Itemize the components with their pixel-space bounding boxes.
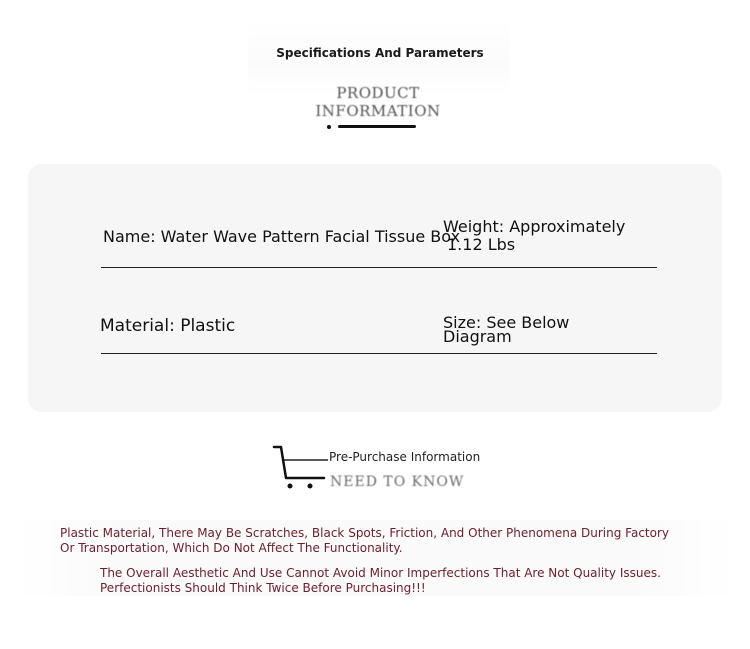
spec-size-line1: Size: See Below: [443, 313, 570, 332]
pre-purchase-header: [272, 440, 482, 492]
spec-name: Name: Water Wave Pattern Facial Tissue Box: [103, 227, 461, 246]
header-divider: [327, 125, 419, 129]
shopping-cart-icon: [272, 442, 332, 490]
pre-purchase-subtitle: NEED TO KNOW: [330, 474, 465, 490]
divider-dot: [327, 125, 331, 129]
page-subtitle-art: PRODUCT INFORMATION: [315, 84, 441, 120]
page-title: Specifications And Parameters: [276, 46, 484, 60]
spec-row-divider: [101, 353, 657, 354]
pre-purchase-title: Pre-Purchase Information: [329, 450, 481, 464]
spec-size-line2: Diagram: [443, 327, 512, 346]
specifications-panel: [28, 164, 722, 412]
spec-weight-line2: 1.12 Lbs: [447, 235, 516, 254]
notice-text: Plastic Material, There May Be Scratches, Black Spots, Friction, And Other Phenomena During Factory Or Transportation, Which Do Not Affect The Functionality.: [60, 526, 670, 555]
notice-text: The Overall Aesthetic And Use Cannot Avoid Minor Imperfections That Are Not Quality Issues. Perfectionists Should Think Twice Before Purchasing!!!: [100, 566, 661, 595]
divider-bar: [338, 125, 416, 128]
spec-weight-line1: Weight: Approximately: [443, 217, 626, 236]
spec-material: Material: Plastic: [100, 316, 236, 336]
spec-row-divider: [101, 267, 657, 268]
